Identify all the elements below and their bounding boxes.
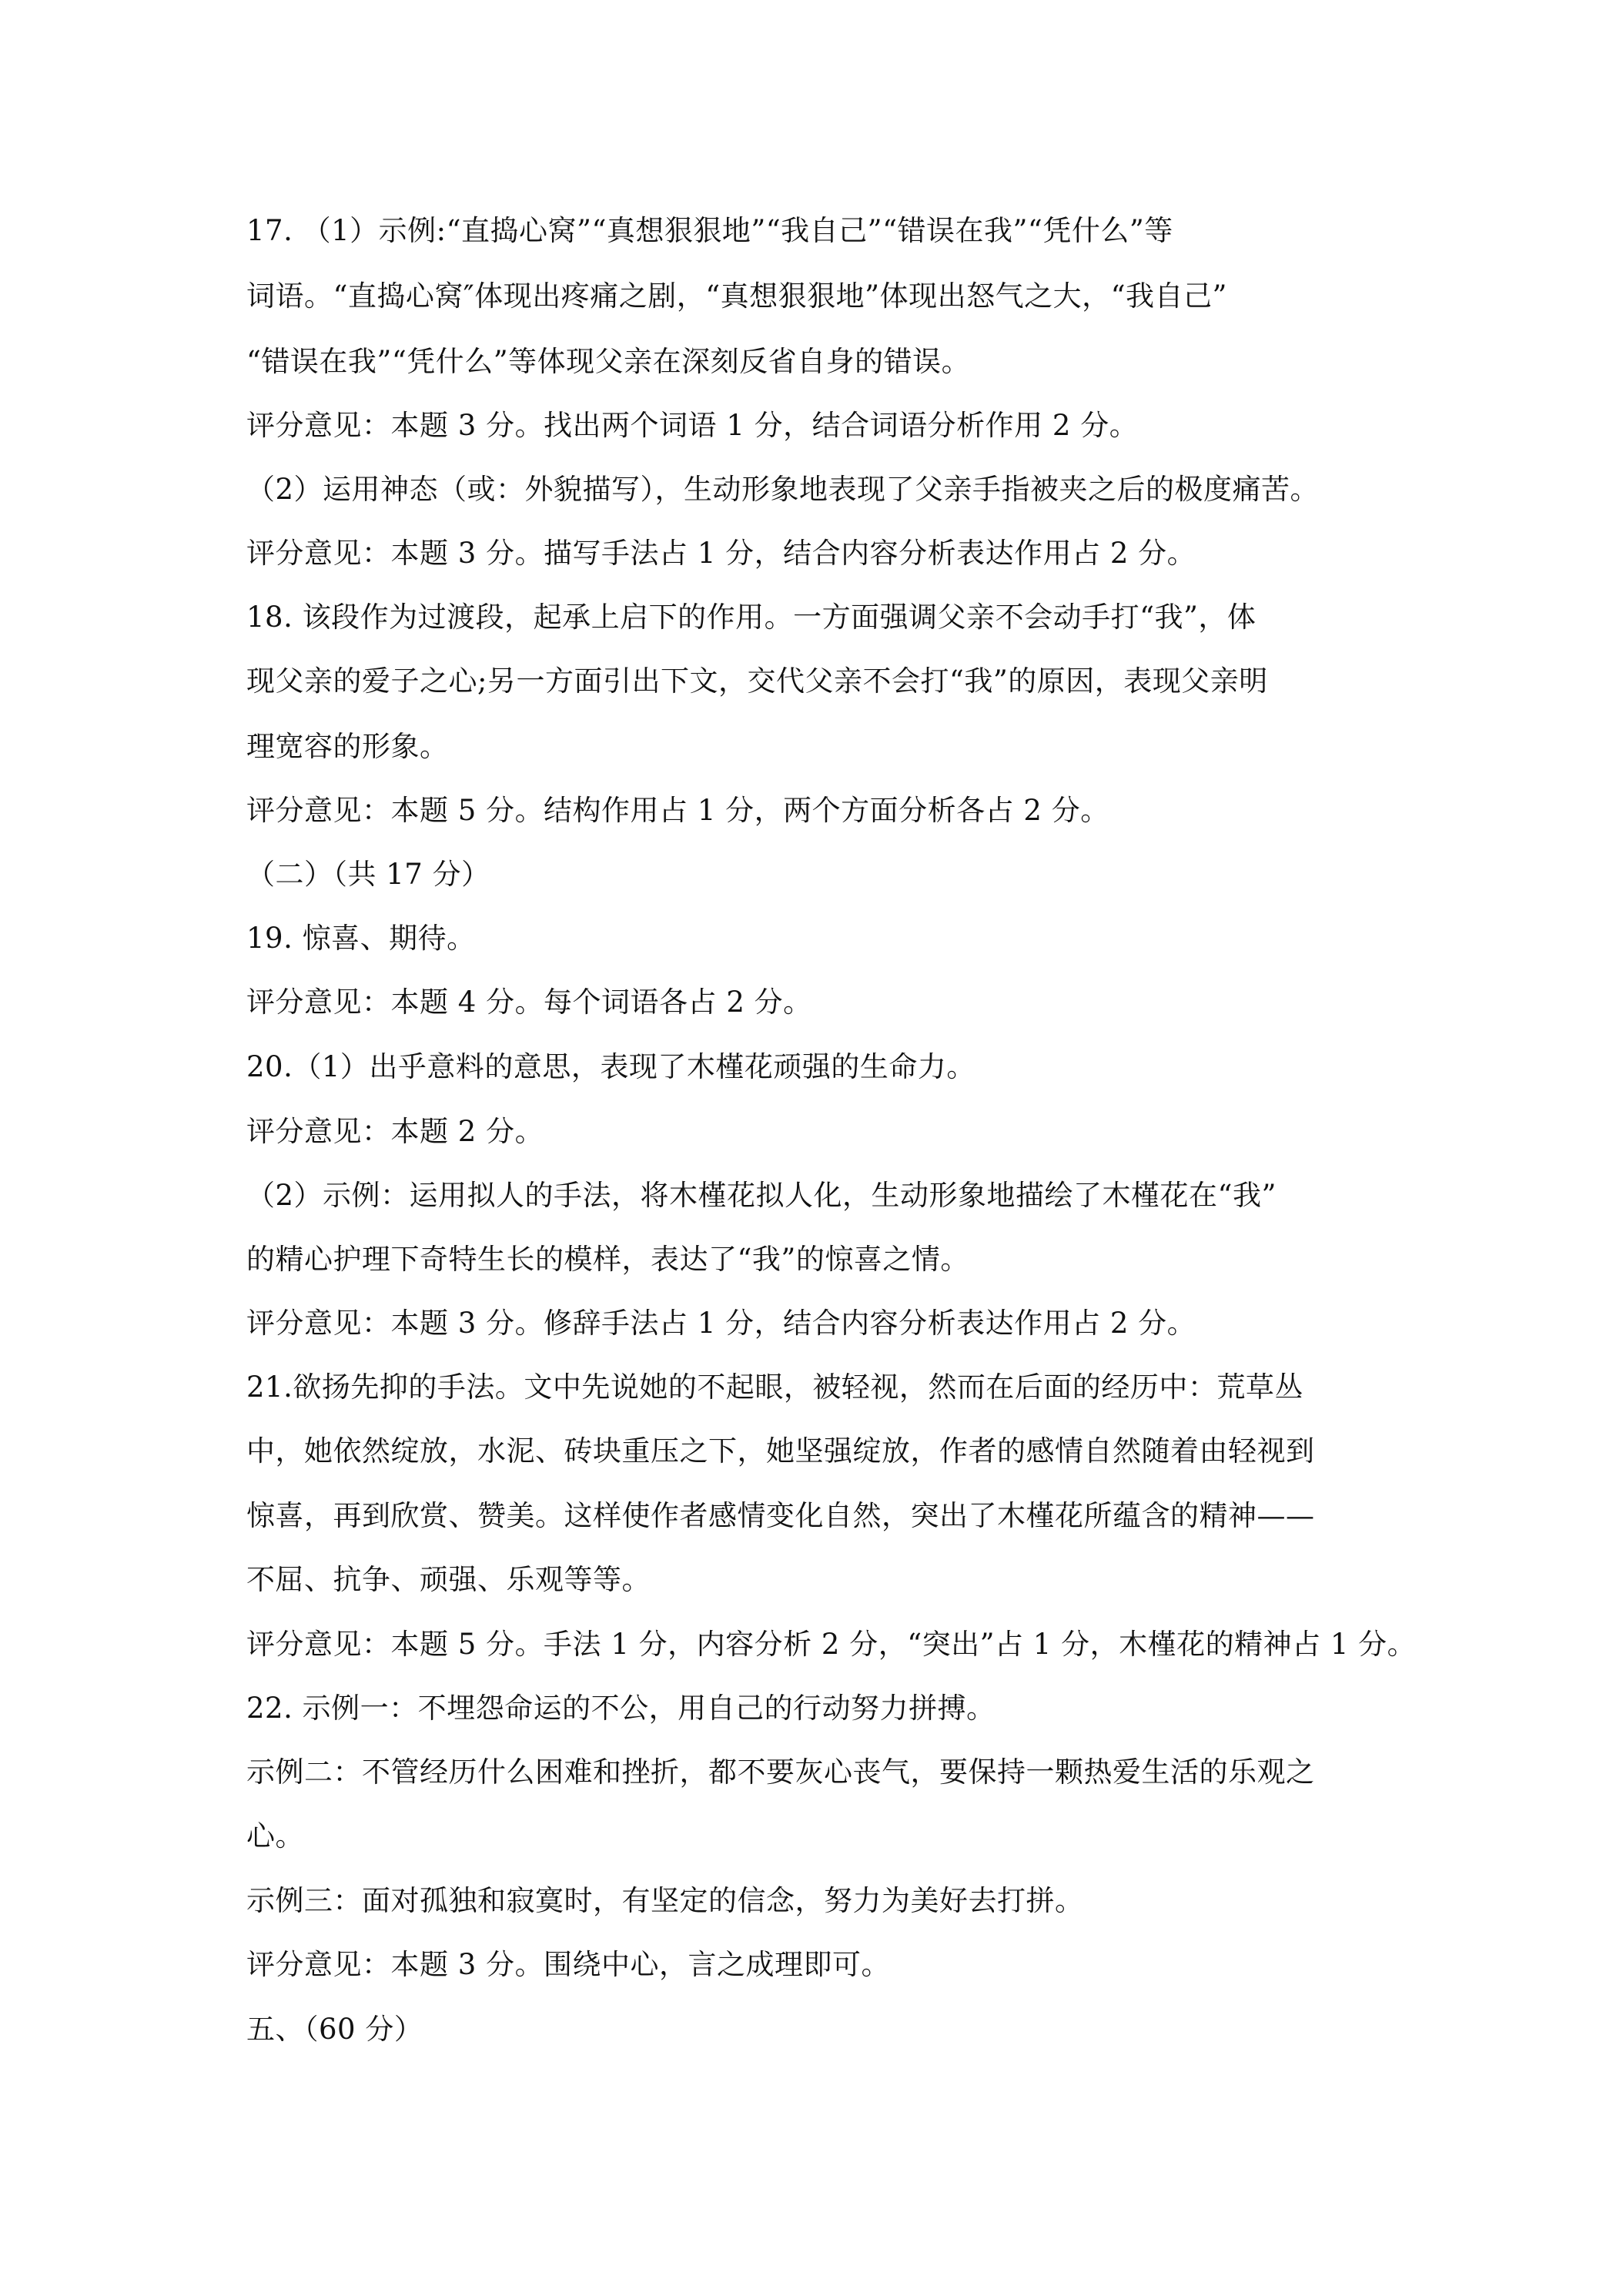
answer-20-2-line-2: 的精心护理下奇特生长的模样，表达了“我”的惊喜之情。 <box>246 1243 969 1276</box>
answer-17-2: （2）运用神态（或：外貌描写），生动形象地表现了父亲手指被夹之后的极度痛苦。 <box>246 473 1320 506</box>
section-five-heading: 五、（60 分） <box>246 2013 423 2046</box>
answer-18-line-2: 现父亲的爱子之心;另一方面引出下文，交代父亲不会打“我”的原因，表现父亲明 <box>246 664 1268 698</box>
answer-21-line-2: 中，她依然绽放，水泥、砖块重压之下，她坚强绽放，作者的感情自然随着由轻视到 <box>246 1434 1315 1468</box>
answer-18-line-3: 理宽容的形象。 <box>246 730 449 763</box>
answer-22-example-2-line-2: 心。 <box>246 1819 304 1853</box>
scoring-21: 评分意见：本题 5 分。手法 1 分，内容分析 2 分，“突出”占 1 分，木槿花的精神占 1 分。 <box>246 1628 1417 1661</box>
scoring-18: 评分意见：本题 5 分。结构作用占 1 分，两个方面分析各占 2 分。 <box>246 794 1109 827</box>
scoring-19: 评分意见：本题 4 分。每个词语各占 2 分。 <box>246 986 812 1019</box>
answer-20-1: 20.（1）出乎意料的意思，表现了木槿花顽强的生命力。 <box>246 1050 975 1083</box>
answer-17-line-3: “错误在我”“凭什么”等体现父亲在深刻反省自身的错误。 <box>246 345 971 378</box>
answer-22-example-3: 示例三：面对孤独和寂寞时，有坚定的信念，努力为美好去打拼。 <box>246 1884 1084 1917</box>
answer-17-line-2: 词语。“直捣心窝″体现出疼痛之剧，“真想狠狠地”体现出怒气之大，“我自己” <box>246 279 1227 313</box>
scoring-20-2: 评分意见：本题 3 分。修辞手法占 1 分，结合内容分析表达作用占 2 分。 <box>246 1307 1196 1340</box>
scoring-17-2: 评分意见：本题 3 分。描写手法占 1 分，结合内容分析表达作用占 2 分。 <box>246 537 1196 570</box>
answer-17-line-1: 17. （1）示例:“直捣心窝”“真想狠狠地”“我自己”“错误在我”“凭什么”等 <box>246 214 1173 247</box>
answer-18-line-1: 18. 该段作为过渡段，起承上启下的作用。一方面强调父亲不会动手打“我”，体 <box>246 601 1257 634</box>
answer-22-example-1: 22. 示例一：不埋怨命运的不公，用自己的行动努力拼搏。 <box>246 1692 996 1725</box>
answer-21-line-4: 不屈、抗争、顽强、乐观等等。 <box>246 1563 651 1596</box>
section-two-heading: （二）（共 17 分） <box>246 858 490 891</box>
answer-21-line-1: 21.欲扬先抑的手法。文中先说她的不起眼，被轻视，然而在后面的经历中：荒草丛 <box>246 1371 1303 1404</box>
answer-21-line-3: 惊喜，再到欣赏、赞美。这样使作者感情变化自然，突出了木槿花所蕴含的精神—— <box>246 1499 1315 1532</box>
answer-19: 19. 惊喜、期待。 <box>246 922 476 955</box>
answer-22-example-2-line-1: 示例二：不管经历什么困难和挫折，都不要灰心丧气，要保持一颗热爱生活的乐观之 <box>246 1755 1315 1789</box>
scoring-22: 评分意见：本题 3 分。围绕中心，言之成理即可。 <box>246 1948 891 1981</box>
answer-20-2-line-1: （2）示例：运用拟人的手法，将木槿花拟人化，生动形象地描绘了木槿花在“我” <box>246 1179 1277 1212</box>
scoring-17-1: 评分意见：本题 3 分。找出两个词语 1 分，结合词语分析作用 2 分。 <box>246 409 1139 442</box>
scoring-20-1: 评分意见：本题 2 分。 <box>246 1115 544 1148</box>
